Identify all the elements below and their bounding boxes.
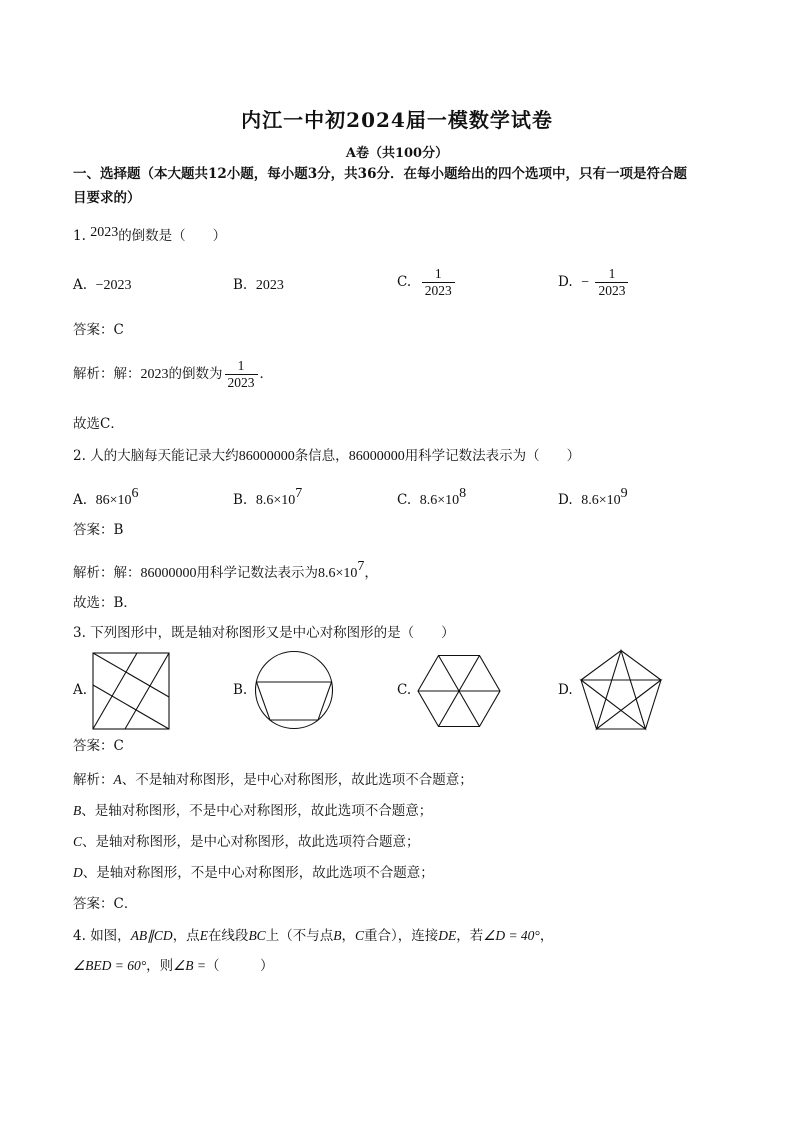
option-a: [73, 275, 132, 296]
option-a-label: A.: [73, 682, 88, 698]
option-d-label: D.: [558, 682, 573, 698]
answer-3: 答案：C: [73, 738, 124, 754]
analysis-3-d: D、是轴对称图形，不是中心对称图形，故此选项不合题意；: [73, 865, 434, 881]
conclusion-1: 故选C．: [73, 416, 124, 432]
option-b-label: B.: [233, 682, 248, 698]
section-instructions-line1: 一、选择题（本大题共12小题，每小题3分，共36分．在每小题给出的四个选项中，只有一项是符合题: [73, 166, 687, 182]
option-label: D.: [558, 274, 573, 290]
question-2-stem: 2. 人的大脑每天能记录大约86000000条信息，86000000用科学记数法表示为（ ）: [73, 448, 581, 464]
option-label: C.: [397, 274, 412, 290]
exam-title: 内江一中初2024届一模数学试卷: [241, 108, 553, 132]
analysis-3-b: B、是轴对称图形，不是中心对称图形，故此选项不合题意；: [73, 803, 433, 819]
minus-sign: −: [581, 275, 590, 290]
section-instructions-line2: 目要求的）: [73, 190, 141, 206]
question-number: 1.: [73, 228, 86, 244]
pentagram-pentagon-icon: [579, 649, 663, 731]
question-1-stem: [73, 226, 226, 247]
answer-2: 答案：B: [73, 522, 124, 538]
option-a: A. $86\times 10^6$: [73, 486, 139, 508]
section-a-heading: A卷（共100分）: [345, 146, 449, 161]
option-d: D. $8.6\times 10^9$: [558, 486, 628, 508]
option-c: C. $8.6\times 10^8$: [397, 486, 467, 508]
option-label: B.: [233, 277, 248, 293]
analysis-2: 解析：解：86000000用科学记数法表示为$8.6\times 10^7$，: [73, 559, 378, 581]
hexagon-icon: [417, 654, 501, 728]
option-b: B. $8.6\times 10^7$: [233, 486, 303, 508]
question-4-stem-line1: 4. 如图，AB∥CD，点E在线段BC上（不与点B，C重合），连接DE，若∠D = 40°，: [73, 928, 554, 944]
option-c-label: C.: [397, 682, 412, 698]
option-value: 2023: [255, 278, 284, 293]
analysis-1: 解析：解：2023的倒数为 $\frac{1}{2023}$ ．: [73, 358, 273, 390]
option-label: A.: [73, 277, 88, 293]
option-b: [233, 275, 284, 296]
conclusion-3: 答案：C．: [73, 896, 138, 912]
question-3-stem: 3. 下列图形中，既是轴对称图形又是中心对称图形的是（ ）: [73, 625, 455, 641]
fraction: $\frac{1}{2023}$: [225, 358, 258, 391]
fraction: $\frac{1}{2023}$: [595, 266, 628, 299]
circle-trapezoid-icon: [254, 650, 334, 730]
question-text: 的倒数是（ ）: [118, 228, 227, 244]
conclusion-2: 故选：B．: [73, 595, 137, 611]
option-d: [558, 266, 630, 299]
analysis-3-a: 解析：A、不是轴对称图形，是中心对称图形，故此选项不合题意；: [73, 772, 473, 788]
question-value: 2023: [90, 225, 119, 240]
answer-1: 答案：C: [73, 322, 124, 338]
analysis-3-c: C、是轴对称图形，是中心对称图形，故此选项符合题意；: [73, 834, 420, 850]
question-4-stem-line2: ∠BED = 60°，则∠B =（ ）: [73, 958, 274, 974]
fraction: $\frac{1}{2023}$: [422, 266, 455, 299]
option-c: [397, 266, 457, 299]
option-value: −2023: [95, 278, 132, 293]
square-pinwheel-icon: [92, 652, 172, 730]
